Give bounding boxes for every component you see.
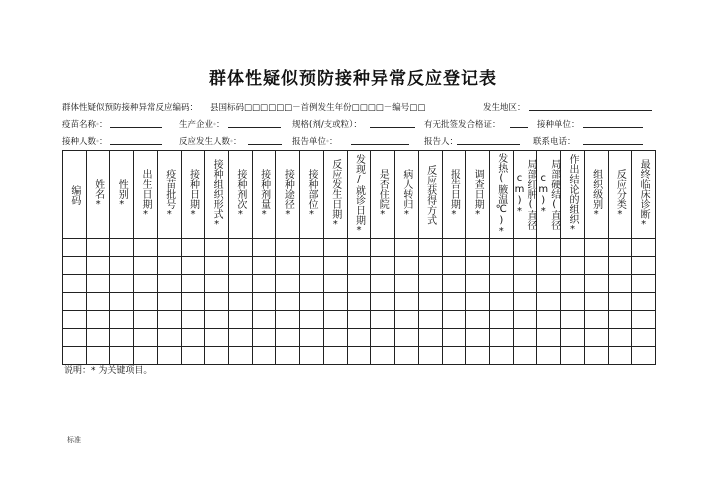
table-cell[interactable] xyxy=(513,257,537,275)
table-cell[interactable] xyxy=(371,275,395,293)
column-header xyxy=(442,151,466,239)
table-cell[interactable] xyxy=(347,293,371,311)
spec-label: 规格(剂/支或粒）： xyxy=(292,120,362,130)
table-cell[interactable] xyxy=(157,257,181,275)
table-row xyxy=(63,311,656,329)
table-cell[interactable] xyxy=(86,257,110,275)
table-cell[interactable] xyxy=(537,239,561,257)
column-header-label: 编码 xyxy=(68,184,80,205)
table-cell[interactable] xyxy=(561,239,585,257)
table-cell[interactable] xyxy=(63,293,87,311)
column-header-label: 接种部位* xyxy=(306,169,318,220)
column-header-label: 接种组织形式* xyxy=(211,159,223,230)
table-cell[interactable] xyxy=(537,275,561,293)
table-cell[interactable] xyxy=(418,311,442,329)
table-cell[interactable] xyxy=(537,293,561,311)
table-cell[interactable] xyxy=(608,257,632,275)
table-cell[interactable] xyxy=(157,275,181,293)
table-cell[interactable] xyxy=(561,329,585,347)
table-cell[interactable] xyxy=(205,347,229,365)
table-cell[interactable] xyxy=(371,347,395,365)
table-cell[interactable] xyxy=(347,239,371,257)
table-cell[interactable] xyxy=(442,311,466,329)
table-cell[interactable] xyxy=(229,347,253,365)
table-cell[interactable] xyxy=(395,293,419,311)
table-cell[interactable] xyxy=(561,257,585,275)
table-cell[interactable] xyxy=(229,311,253,329)
code-label: 群体性疑似预防接种异常反应编码： xyxy=(62,103,199,113)
table-cell[interactable] xyxy=(157,347,181,365)
column-header xyxy=(157,151,181,239)
table-cell[interactable] xyxy=(632,275,656,293)
table-cell[interactable] xyxy=(157,329,181,347)
table-cell[interactable] xyxy=(489,239,513,257)
code-value: 县国标码□□□□□□－首例发生年份□□□□－编号□□ xyxy=(210,103,426,113)
table-cell[interactable] xyxy=(134,329,158,347)
table-cell[interactable] xyxy=(134,239,158,257)
table-cell[interactable] xyxy=(442,329,466,347)
table-cell[interactable] xyxy=(513,329,537,347)
column-header-label: 疫苗批号* xyxy=(163,169,175,220)
table-cell[interactable] xyxy=(347,347,371,365)
table-cell[interactable] xyxy=(347,275,371,293)
column-header-label: 接种途径* xyxy=(282,169,294,220)
table-cell[interactable] xyxy=(466,293,490,311)
table-cell[interactable] xyxy=(205,293,229,311)
column-header xyxy=(252,151,276,239)
table-cell[interactable] xyxy=(181,293,205,311)
table-cell[interactable] xyxy=(110,347,134,365)
table-cell[interactable] xyxy=(371,293,395,311)
table-cell[interactable] xyxy=(323,293,347,311)
table-cell[interactable] xyxy=(323,239,347,257)
table-cell[interactable] xyxy=(489,311,513,329)
table-cell[interactable] xyxy=(323,275,347,293)
table-cell[interactable] xyxy=(252,257,276,275)
table-cell[interactable] xyxy=(110,329,134,347)
table-cell[interactable] xyxy=(110,239,134,257)
table-cell[interactable] xyxy=(632,329,656,347)
column-header xyxy=(323,151,347,239)
column-header xyxy=(347,151,371,239)
table-cell[interactable] xyxy=(584,275,608,293)
table-cell[interactable] xyxy=(513,239,537,257)
manufacturer-label: 生产企业 xyxy=(179,120,214,130)
table-cell[interactable] xyxy=(632,311,656,329)
unit-label: 接种单位： xyxy=(537,120,580,130)
table-cell[interactable] xyxy=(371,311,395,329)
table-cell[interactable] xyxy=(229,275,253,293)
table-cell[interactable] xyxy=(63,329,87,347)
column-header-label: 接种剂次* xyxy=(234,169,246,220)
table-cell[interactable] xyxy=(537,311,561,329)
table-row xyxy=(63,257,656,275)
table-cell[interactable] xyxy=(489,257,513,275)
form-title: 群体性疑似预防接种异常反应登记表 xyxy=(209,69,497,89)
table-cell[interactable] xyxy=(86,293,110,311)
table-cell[interactable] xyxy=(347,329,371,347)
table-cell[interactable] xyxy=(537,347,561,365)
manufacturer-field[interactable] xyxy=(228,118,281,128)
vaccine-label: 疫苗名称 xyxy=(62,120,97,130)
table-cell[interactable] xyxy=(489,329,513,347)
table-cell[interactable] xyxy=(229,329,253,347)
table-cell[interactable] xyxy=(300,293,324,311)
phone-label: 联系电话： xyxy=(533,137,576,147)
column-header-label: 发热(腋温℃)* xyxy=(495,152,507,237)
table-cell[interactable] xyxy=(134,293,158,311)
table-cell[interactable] xyxy=(347,257,371,275)
table-cell[interactable] xyxy=(513,275,537,293)
table-cell[interactable] xyxy=(134,347,158,365)
column-header xyxy=(110,151,134,239)
table-cell[interactable] xyxy=(608,347,632,365)
table-cell[interactable] xyxy=(608,311,632,329)
table-cell[interactable] xyxy=(229,293,253,311)
column-header xyxy=(181,151,205,239)
table-cell[interactable] xyxy=(300,311,324,329)
table-cell[interactable] xyxy=(181,239,205,257)
table-cell[interactable] xyxy=(323,311,347,329)
count-label: 接种人数 xyxy=(62,137,97,147)
table-cell[interactable] xyxy=(276,257,300,275)
table-cell[interactable] xyxy=(442,347,466,365)
table-cell[interactable] xyxy=(561,347,585,365)
column-header xyxy=(561,151,585,239)
table-cell[interactable] xyxy=(466,311,490,329)
table-cell[interactable] xyxy=(110,311,134,329)
table-cell[interactable] xyxy=(561,275,585,293)
table-cell[interactable] xyxy=(276,293,300,311)
table-cell[interactable] xyxy=(584,329,608,347)
column-header xyxy=(537,151,561,239)
column-header xyxy=(229,151,253,239)
table-cell[interactable] xyxy=(418,257,442,275)
region-field[interactable] xyxy=(529,101,652,111)
column-header xyxy=(205,151,229,239)
spec-field[interactable] xyxy=(370,118,415,128)
table-cell[interactable] xyxy=(323,347,347,365)
table-cell[interactable] xyxy=(418,293,442,311)
table-cell[interactable] xyxy=(181,347,205,365)
column-header xyxy=(513,151,537,239)
reporter-field[interactable] xyxy=(457,135,520,145)
column-header-label: 病人转归* xyxy=(400,169,412,220)
table-cell[interactable] xyxy=(252,239,276,257)
table-cell[interactable] xyxy=(584,293,608,311)
count-field[interactable] xyxy=(110,135,162,145)
table-cell[interactable] xyxy=(63,239,87,257)
table-cell[interactable] xyxy=(466,239,490,257)
column-header xyxy=(395,151,419,239)
column-header xyxy=(86,151,110,239)
table-cell[interactable] xyxy=(371,239,395,257)
table-cell[interactable] xyxy=(205,329,229,347)
reaction-count-field[interactable] xyxy=(248,135,282,145)
table-cell[interactable] xyxy=(157,239,181,257)
table-cell[interactable] xyxy=(537,329,561,347)
table-cell[interactable] xyxy=(371,329,395,347)
table-cell[interactable] xyxy=(584,347,608,365)
column-header-label: 性别* xyxy=(116,179,128,210)
table-cell[interactable] xyxy=(86,329,110,347)
table-cell[interactable] xyxy=(86,239,110,257)
table-cell[interactable] xyxy=(371,257,395,275)
register-table xyxy=(62,150,656,365)
table-cell[interactable] xyxy=(608,275,632,293)
column-header xyxy=(608,151,632,239)
column-header xyxy=(371,151,395,239)
table-cell[interactable] xyxy=(561,293,585,311)
table-cell[interactable] xyxy=(229,257,253,275)
table-cell[interactable] xyxy=(276,311,300,329)
table-cell[interactable] xyxy=(584,239,608,257)
table-cell[interactable] xyxy=(157,293,181,311)
table-row xyxy=(63,347,656,365)
column-header-label: 反应分类* xyxy=(614,169,626,220)
table-row xyxy=(63,329,656,347)
table-cell[interactable] xyxy=(489,275,513,293)
table-cell[interactable] xyxy=(205,311,229,329)
table-cell[interactable] xyxy=(252,347,276,365)
column-header-label: 组织级别* xyxy=(590,169,602,220)
column-header-label: 姓名* xyxy=(92,179,104,210)
region-label: 发生地区： xyxy=(483,103,526,113)
table-cell[interactable] xyxy=(489,293,513,311)
table-cell[interactable] xyxy=(276,347,300,365)
table-cell[interactable] xyxy=(513,293,537,311)
table-cell[interactable] xyxy=(442,293,466,311)
phone-field[interactable] xyxy=(583,135,643,145)
table-cell[interactable] xyxy=(418,347,442,365)
unit-field[interactable] xyxy=(583,118,643,128)
table-cell[interactable] xyxy=(63,257,87,275)
column-header-label: 局部红肿(直径cm)* xyxy=(514,159,537,230)
cert-label: 有无批签发合格证： xyxy=(424,120,501,130)
table-cell[interactable] xyxy=(205,257,229,275)
table-cell[interactable] xyxy=(418,329,442,347)
table-cell[interactable] xyxy=(442,257,466,275)
table-cell[interactable] xyxy=(63,275,87,293)
vaccine-field[interactable] xyxy=(110,118,162,128)
table-cell[interactable] xyxy=(561,311,585,329)
table-cell[interactable] xyxy=(110,257,134,275)
table-cell[interactable] xyxy=(442,275,466,293)
table-row xyxy=(63,275,656,293)
table-cell[interactable] xyxy=(300,239,324,257)
table-cell[interactable] xyxy=(513,311,537,329)
column-header-label: 最终临床诊断* xyxy=(638,159,650,230)
table-cell[interactable] xyxy=(181,257,205,275)
table-cell[interactable] xyxy=(276,329,300,347)
report-unit-field[interactable] xyxy=(351,135,409,145)
table-cell[interactable] xyxy=(300,257,324,275)
table-cell[interactable] xyxy=(181,275,205,293)
column-header-label: 接种日期* xyxy=(187,169,199,220)
header-row xyxy=(63,151,656,239)
table-cell[interactable] xyxy=(418,239,442,257)
column-header xyxy=(134,151,158,239)
column-header-label: 调查日期* xyxy=(472,169,484,220)
table-cell[interactable] xyxy=(466,275,490,293)
column-header xyxy=(584,151,608,239)
table-cell[interactable] xyxy=(632,239,656,257)
column-header-label: 是否住院* xyxy=(377,169,389,220)
table-cell[interactable] xyxy=(323,257,347,275)
table-cell[interactable] xyxy=(489,347,513,365)
table-cell[interactable] xyxy=(63,311,87,329)
table-cell[interactable] xyxy=(584,257,608,275)
table-cell[interactable] xyxy=(608,293,632,311)
table-cell[interactable] xyxy=(181,329,205,347)
column-header xyxy=(300,151,324,239)
table-cell[interactable] xyxy=(418,275,442,293)
column-header xyxy=(276,151,300,239)
table-cell[interactable] xyxy=(86,347,110,365)
column-header-label: 作出结论的组织* xyxy=(566,154,578,235)
column-header xyxy=(466,151,490,239)
table-cell[interactable] xyxy=(134,275,158,293)
table-cell[interactable] xyxy=(252,275,276,293)
table-cell[interactable] xyxy=(608,239,632,257)
table-cell[interactable] xyxy=(537,257,561,275)
table-cell[interactable] xyxy=(347,311,371,329)
column-header-label: 发现/就诊日期* xyxy=(353,153,365,236)
table-cell[interactable] xyxy=(466,257,490,275)
column-header-label: 局部硬结(直径cm)* xyxy=(537,159,560,230)
column-header-label: 接种剂量* xyxy=(258,169,270,220)
column-header-label: 出生日期* xyxy=(140,169,152,220)
table-cell[interactable] xyxy=(300,275,324,293)
table-cell[interactable] xyxy=(323,329,347,347)
table-cell[interactable] xyxy=(513,347,537,365)
table-cell[interactable] xyxy=(110,275,134,293)
table-cell[interactable] xyxy=(395,257,419,275)
table-cell[interactable] xyxy=(395,275,419,293)
column-header xyxy=(632,151,656,239)
column-header xyxy=(489,151,513,239)
table-cell[interactable] xyxy=(252,329,276,347)
footer-text: 标准 xyxy=(67,436,81,444)
table-cell[interactable] xyxy=(252,311,276,329)
column-header xyxy=(63,151,87,239)
reporter-label: 报告人： xyxy=(424,137,459,147)
table-cell[interactable] xyxy=(395,329,419,347)
table-cell[interactable] xyxy=(395,239,419,257)
table-cell[interactable] xyxy=(63,347,87,365)
table-cell[interactable] xyxy=(110,293,134,311)
table-cell[interactable] xyxy=(86,275,110,293)
table-cell[interactable] xyxy=(229,239,253,257)
table-cell[interactable] xyxy=(181,311,205,329)
column-header-label: 反应发生日期* xyxy=(329,159,341,230)
table-cell[interactable] xyxy=(632,257,656,275)
table-cell[interactable] xyxy=(157,311,181,329)
table-row xyxy=(63,293,656,311)
table-cell[interactable] xyxy=(86,311,110,329)
table-cell[interactable] xyxy=(466,347,490,365)
table-cell[interactable] xyxy=(276,275,300,293)
reaction-count-label: 反应发生人数 xyxy=(179,137,231,147)
table-cell[interactable] xyxy=(300,329,324,347)
table-cell[interactable] xyxy=(632,347,656,365)
table-cell[interactable] xyxy=(134,257,158,275)
table-cell[interactable] xyxy=(608,329,632,347)
table-cell[interactable] xyxy=(205,275,229,293)
table-cell[interactable] xyxy=(632,293,656,311)
column-header-label: 反应获得方式 xyxy=(424,164,436,225)
report-unit-label: 报告单位 xyxy=(292,137,327,147)
table-cell[interactable] xyxy=(442,239,466,257)
table-row xyxy=(63,239,656,257)
table-cell[interactable] xyxy=(300,347,324,365)
table-cell[interactable] xyxy=(252,293,276,311)
table-cell[interactable] xyxy=(205,239,229,257)
table-cell[interactable] xyxy=(466,329,490,347)
table-cell[interactable] xyxy=(395,311,419,329)
table-cell[interactable] xyxy=(134,311,158,329)
table-cell[interactable] xyxy=(395,347,419,365)
table-cell[interactable] xyxy=(584,311,608,329)
column-header-label: 报告日期* xyxy=(448,169,460,220)
column-header xyxy=(418,151,442,239)
cert-field[interactable] xyxy=(510,118,528,128)
table-cell[interactable] xyxy=(276,239,300,257)
note: 说明：* 为关键项目。 xyxy=(64,366,153,376)
